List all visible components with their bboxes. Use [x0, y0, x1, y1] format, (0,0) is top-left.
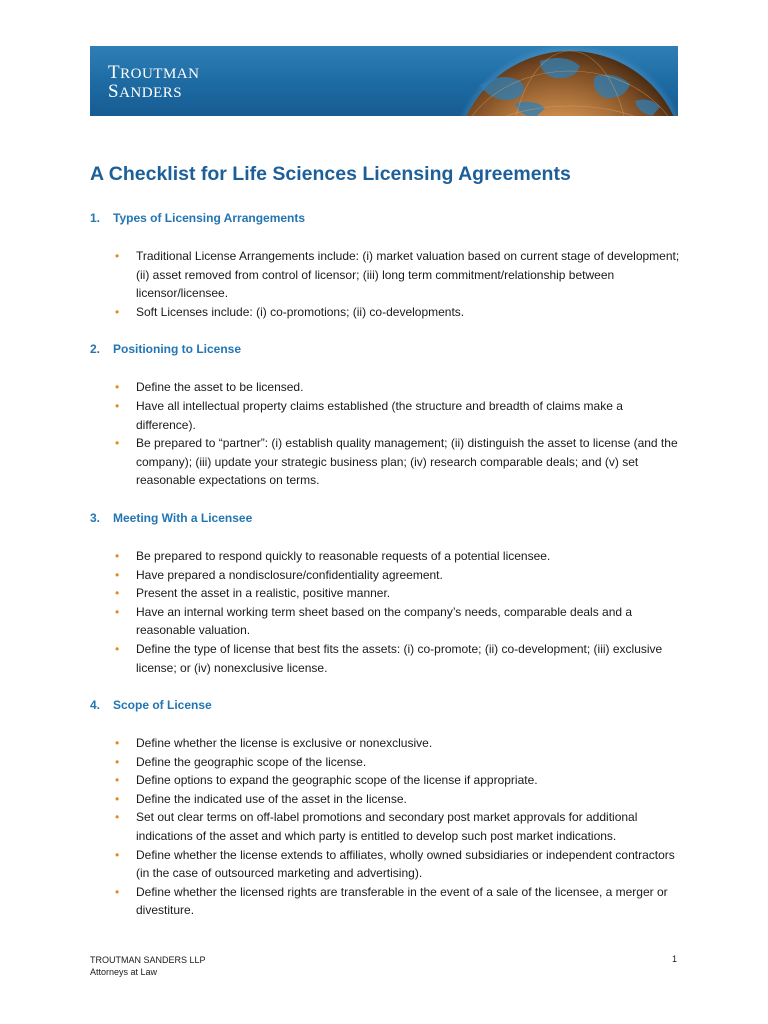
list-item-text: Have prepared a nondisclosure/confidentiality agreement.: [136, 567, 443, 582]
section-1: [90, 209, 680, 321]
bullet-icon: •: [115, 304, 120, 319]
list-item-text: Define whether the licensed rights are transferable in the event of a sale of the licensee, a merger or divestiture.: [136, 884, 668, 918]
list-item-text: Define the indicated use of the asset in the license.: [136, 791, 407, 806]
bullet-list: [90, 247, 680, 321]
list-item: [90, 378, 680, 397]
section-heading: [90, 696, 680, 714]
bullet-icon: •: [115, 436, 120, 451]
header-banner: [90, 46, 678, 116]
section-number: 2.: [90, 342, 101, 357]
list-item-text: Have an internal working term sheet based on the company’s needs, comparable deals and a reasonable valuation.: [136, 604, 633, 638]
list-item-text: Define whether the license is exclusive or nonexclusive.: [136, 736, 433, 751]
bullet-icon: •: [115, 847, 120, 862]
bullet-icon: •: [115, 754, 120, 769]
section-heading-text: Positioning to License: [113, 342, 242, 357]
list-item: [90, 771, 680, 790]
section-number: 1.: [90, 211, 101, 225]
list-item: [90, 247, 680, 303]
section-heading-text: Types of Licensing Arrangements: [113, 211, 306, 225]
list-item: [90, 640, 680, 677]
list-item: [90, 734, 680, 753]
bullet-icon: •: [115, 380, 120, 395]
footer-firm-name: TROUTMAN SANDERS LLP: [90, 955, 206, 965]
bullet-icon: •: [115, 548, 120, 563]
bullet-icon: •: [115, 810, 120, 825]
list-item-text: Define the type of license that best fits the assets: (i) co-promote; (ii) co-development; (iii) exclusive license; or (iv) nonexclusive license.: [136, 641, 663, 675]
list-item: [90, 753, 680, 772]
section-heading-text: Meeting With a Licensee: [113, 510, 253, 525]
document-body: [90, 209, 680, 939]
page-title: A Checklist for Life Sciences Licensing Agreements: [90, 163, 571, 185]
list-item: [90, 434, 680, 490]
list-item: [90, 603, 680, 640]
bullet-list: [90, 734, 680, 920]
list-item-text: Be prepared to “partner”: (i) establish quality management; (ii) distinguish the asset to license (and the company); (iii) update your strategic business plan; (iv) research comparable deals; and (v) set reasonable expectations on terms.: [136, 436, 678, 488]
list-item: [90, 584, 680, 603]
bullet-icon: •: [115, 249, 120, 263]
list-item: [90, 547, 680, 566]
list-item: [90, 303, 680, 322]
list-item-text: Present the asset in a realistic, positive manner.: [136, 586, 391, 601]
section-3: [90, 509, 680, 677]
list-item-text: Define the asset to be licensed.: [136, 380, 304, 395]
section-heading: [90, 209, 680, 227]
list-item: [90, 566, 680, 585]
bullet-icon: •: [115, 791, 120, 806]
firm-logo: [108, 64, 199, 102]
bullet-icon: •: [115, 773, 120, 788]
list-item-text: Soft Licenses include: (i) co-promotions; (ii) co-developments.: [136, 304, 465, 319]
bullet-list: [90, 547, 680, 677]
logo-line-1: TROUTMAN: [108, 62, 200, 83]
bullet-icon: •: [115, 884, 120, 899]
list-item: [90, 397, 680, 434]
list-item-text: Be prepared to respond quickly to reasonable requests of a potential licensee.: [136, 548, 551, 563]
list-item-text: Define options to expand the geographic scope of the license if appropriate.: [136, 773, 538, 788]
bullet-icon: •: [115, 641, 120, 656]
section-heading-text: Scope of License: [113, 698, 212, 713]
bullet-icon: •: [115, 736, 120, 751]
page-number: 1: [672, 954, 678, 964]
list-item-text: Define the geographic scope of the license.: [136, 754, 367, 769]
list-item-text: Define whether the license extends to affiliates, wholly owned subsidiaries or independent contractors (in the case of outsourced marketing and advertising).: [136, 847, 675, 881]
section-4: [90, 696, 680, 920]
bullet-list: [90, 378, 680, 490]
section-heading: [90, 509, 680, 527]
list-item-text: Set out clear terms on off-label promotions and secondary post market approvals for additional indications of the asset and which party is entitled to develop such post market indications.: [136, 810, 638, 844]
globe-image: [420, 46, 678, 116]
logo-line-2: SANDERS: [108, 81, 183, 102]
list-item-text: Traditional License Arrangements include: (i) market valuation based on current stage of development; (ii) asset removed from control of licensor; (iii) long term commitment/relationship between licensor/licensee.: [136, 249, 680, 301]
footer-firm-block: [90, 954, 206, 978]
bullet-icon: •: [115, 604, 120, 619]
bullet-icon: •: [115, 567, 120, 582]
list-item: [90, 790, 680, 809]
section-number: 4.: [90, 698, 101, 713]
footer-tagline: Attorneys at Law: [90, 967, 158, 977]
section-number: 3.: [90, 510, 101, 525]
section-heading: [90, 340, 680, 358]
list-item-text: Have all intellectual property claims established (the structure and breadth of claims make a difference).: [136, 398, 623, 432]
bullet-icon: •: [115, 586, 120, 601]
list-item: [90, 883, 680, 920]
section-2: [90, 340, 680, 490]
list-item: [90, 846, 680, 883]
bullet-icon: •: [115, 398, 120, 413]
list-item: [90, 808, 680, 845]
